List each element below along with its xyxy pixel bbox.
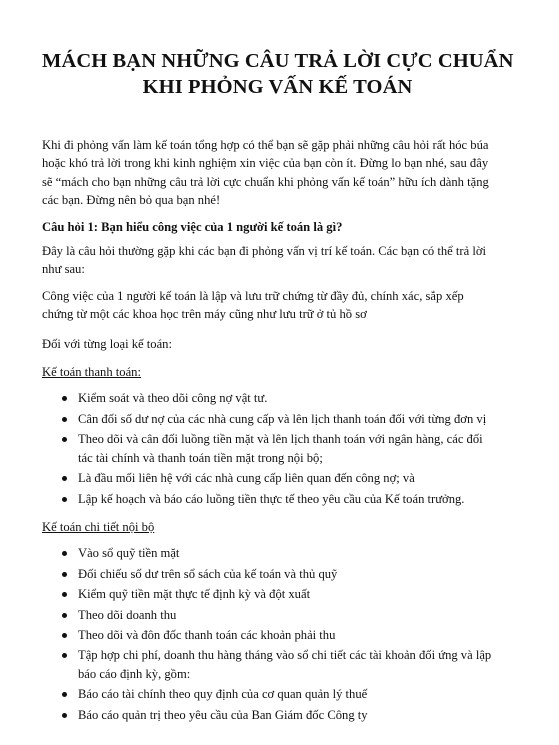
- bullet-icon: [62, 713, 67, 718]
- list-item: [78, 646, 513, 683]
- bullet-icon: [62, 476, 67, 481]
- bullet-icon: [62, 653, 67, 658]
- list-item-text: Là đầu mối liên hệ với các nhà cung cấp liên quan đến công nợ; và: [78, 471, 415, 486]
- list-item: [78, 685, 513, 703]
- internal-accounting-heading: Kế toán chi tiết nội bộ: [42, 519, 155, 534]
- list-item-text: Báo cáo quản trị theo yêu cầu của Ban Giám đốc Công ty: [78, 707, 368, 722]
- title-line-2: KHI PHỎNG VẤN KẾ TOÁN: [142, 76, 413, 98]
- accounting-types-intro: Đối với từng loại kế toán:: [42, 336, 172, 351]
- list-item-text: Đối chiếu số dư trên sổ sách của kế toán và thủ quỹ: [78, 566, 338, 581]
- list-item-text: Kiểm soát và theo dõi công nợ vật tư.: [78, 391, 268, 406]
- internal-accounting-list: [42, 544, 513, 724]
- list-item-text: Vào sổ quỹ tiền mặt: [78, 546, 180, 561]
- list-item: [78, 469, 513, 487]
- description-line: Công việc của 1 người kế toán là lập và lưu trữ chứng từ đầy đủ, chính xác, sắp xếp: [42, 288, 464, 303]
- description-line: chứng từ một các khoa học trên máy cũng như lưu trữ ở tủ hồ sơ: [42, 307, 367, 322]
- list-item: [78, 389, 513, 407]
- list-item-text: Kiểm quỹ tiền mặt thực tế định kỳ và đột xuất: [78, 587, 311, 602]
- list-item-text: Theo dõi và cân đối luồng tiền mặt và lên lịch thanh toán với ngân hàng, các đối: [78, 432, 483, 447]
- intro-paragraph: [42, 136, 513, 210]
- bullet-icon: [62, 592, 67, 597]
- list-item-text: Theo dõi doanh thu: [78, 607, 177, 622]
- list-item: [78, 544, 513, 562]
- bullet-icon: [62, 633, 67, 638]
- bullet-icon: [62, 692, 67, 697]
- intro-line: sẽ “mách cho bạn những câu trả lời cực chuẩn khi phỏng vấn kế toán” hữu ích dành tặng: [42, 174, 489, 189]
- title-line-1: MÁCH BẠN NHỮNG CÂU TRẢ LỜI CỰC CHUẨN: [42, 50, 514, 72]
- answer-line: Đây là câu hỏi thường gặp khi các bạn đi phỏng vấn vị trí kế toán. Các bạn có thể trả lời: [42, 244, 487, 259]
- list-item-text: Cân đối số dư nợ của các nhà cung cấp và lên lịch thanh toán đối với từng đơn vị: [78, 411, 487, 426]
- intro-line: Khi đi phỏng vấn làm kế toán tổng hợp có thể bạn sẽ gặp phải những câu hỏi rất hóc búa: [42, 138, 489, 152]
- list-item: [78, 585, 513, 603]
- bullet-icon: [62, 396, 67, 401]
- list-item: [78, 606, 513, 624]
- bullet-icon: [62, 551, 67, 556]
- list-item: [78, 410, 513, 428]
- document-title: [42, 0, 513, 100]
- list-item: [78, 490, 513, 508]
- payment-accounting-list: [42, 389, 513, 507]
- payment-accounting-heading: Kế toán thanh toán:: [42, 365, 141, 380]
- list-item-text: Lập kế hoạch và báo cáo luồng tiền thực tế theo yêu cầu của Kế toán trưởng.: [78, 491, 465, 506]
- question-1-heading: Câu hỏi 1: Bạn hiểu công việc của 1 người kế toán là gì?: [42, 219, 343, 234]
- bullet-icon: [62, 437, 67, 442]
- list-item-text: Theo dõi và đôn đốc thanh toán các khoản phải thu: [78, 627, 336, 642]
- list-item-text: tác tài chính và thanh toán tiền mặt trong nội bộ;: [78, 450, 323, 465]
- intro-line: các bạn. Đừng nên bỏ qua bạn nhé!: [42, 193, 221, 208]
- bullet-icon: [62, 613, 67, 618]
- list-item-text: Tập hợp chi phí, doanh thu hàng tháng vào sổ chi tiết các tài khoản đối ứng và lập: [78, 648, 492, 663]
- bullet-icon: [62, 417, 67, 422]
- job-description-paragraph: [42, 287, 513, 324]
- bullet-icon: [62, 497, 67, 502]
- list-item: [78, 706, 513, 724]
- list-item-text: Báo cáo tài chính theo quy định của cơ quan quản lý thuế: [78, 687, 368, 702]
- answer-1-paragraph: [42, 242, 513, 279]
- answer-line: như sau:: [42, 262, 85, 277]
- list-item: [78, 565, 513, 583]
- bullet-icon: [62, 572, 67, 577]
- list-item: [78, 626, 513, 644]
- list-item-text: báo cáo định kỳ, gồm:: [78, 666, 191, 681]
- list-item: [78, 430, 513, 467]
- intro-line: hoặc khó trả lời trong khi kinh nghiệm xin việc của bạn còn ít. Đừng lo bạn nhé, sau đây: [42, 156, 489, 171]
